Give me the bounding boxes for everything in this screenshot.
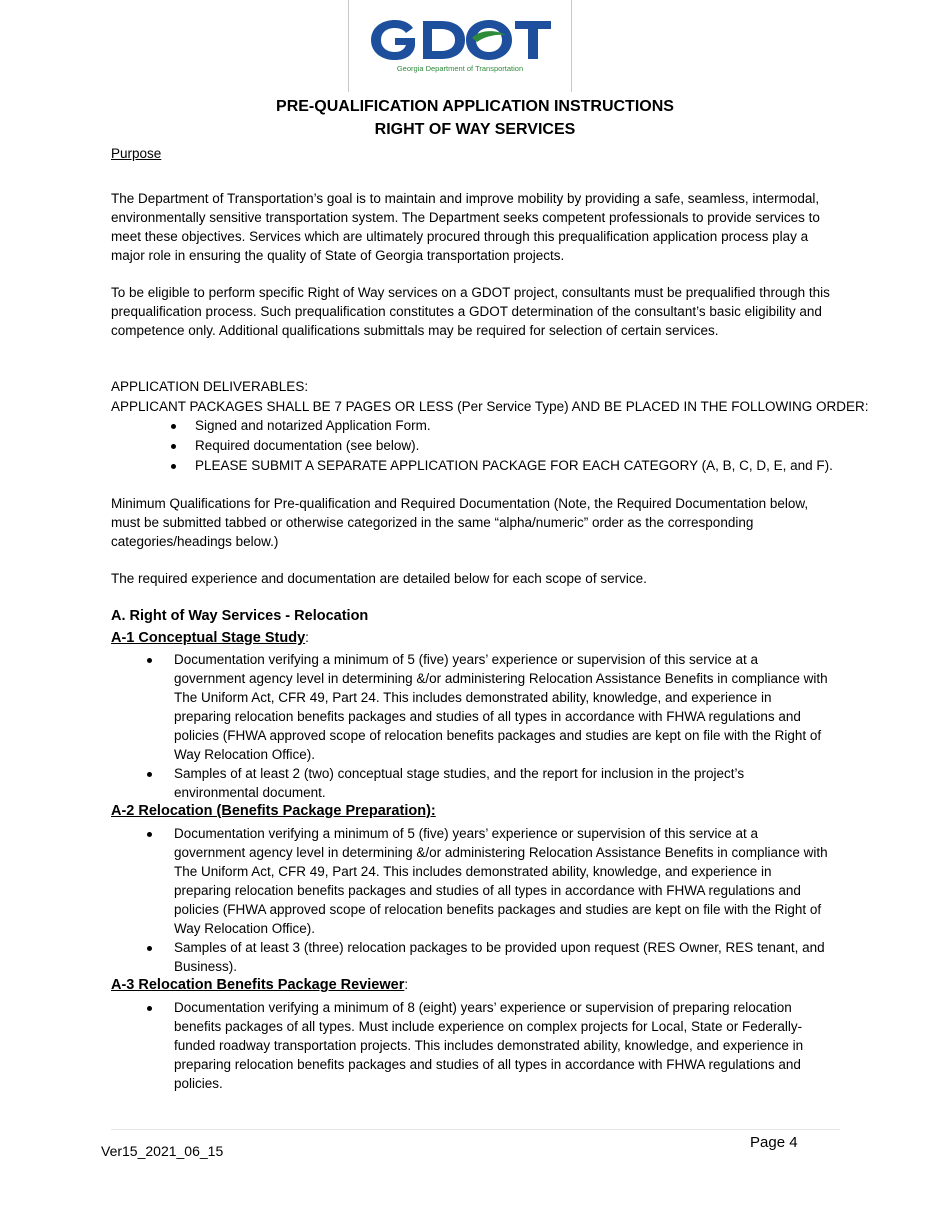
a2-heading: A-2 Relocation (Benefits Package Preparation): <box>111 803 436 819</box>
a3-heading-line <box>111 975 831 995</box>
bullet-icon <box>171 464 176 469</box>
bullet-icon <box>147 658 152 663</box>
bullet-icon <box>147 832 152 837</box>
footer-version: Ver15_2021_06_15 <box>101 1143 224 1159</box>
gdot-logo <box>369 18 553 64</box>
deliverables-intro: APPLICANT PACKAGES SHALL BE 7 PAGES OR LESS (Per Service Type) AND BE PLACED IN THE FOLLOWING ORDER: <box>111 399 869 414</box>
list-item: PLEASE SUBMIT A SEPARATE APPLICATION PACKAGE FOR EACH CATEGORY (A, B, C, D, E, and F). <box>195 458 833 473</box>
purpose-paragraph-2: To be eligible to perform specific Right of Way services on a GDOT project, consultants must be prequalified through this prequalification process. Such prequalification constitutes a GDOT determination of the consultant’s basic eligibility and competence only. Additional qualifications submittals may be required for selection of certain services. <box>111 285 830 338</box>
list-item: Signed and notarized Application Form. <box>195 418 431 433</box>
a1-heading: A-1 Conceptual Stage Study <box>111 630 306 646</box>
bullet-icon <box>171 424 176 429</box>
a3-colon: : <box>404 977 409 992</box>
header-logo-box <box>348 0 572 92</box>
purpose-paragraph-1: The Department of Transportation’s goal is to maintain and improve mobility by providing a safe, seamless, intermodal, environmentally sensitive transportation system. The Department seeks competent professionals to provide services to meet these objectives. Services which are ultimately procured through this prequalification application process play a major role in ensuring the quality of State of Georgia transportation projects. <box>111 191 820 263</box>
a1-item-1: Documentation verifying a minimum of 5 (five) years’ experience or supervision of this service at a government agency level in determining &/or administering Relocation Assistance Benefits in compliance with The Uniform Act, CFR 49, Part 24. This includes demonstrated ability, knowledge, and experience in preparing relocation benefits packages and studies of all types in accordance with FHWA regulations and policies (FHWA approved scope of relocation benefits packages and studies are kept on file with the Right of Way Relocation Office). <box>174 652 828 762</box>
a1-colon: : <box>305 630 309 645</box>
purpose-heading: Purpose <box>111 146 162 161</box>
page-subtitle: RIGHT OF WAY SERVICES <box>374 121 576 138</box>
section-a-heading: A. Right of Way Services - Relocation <box>111 608 369 624</box>
a3-item-1: Documentation verifying a minimum of 8 (eight) years’ experience or supervision of preparing relocation benefits packages of all types. Must include experience on complex projects for Local, State or Federally-funded roadway transportation projects. This includes demonstrated ability, knowledge, and experience in preparing relocation benefits packages and studies of all types in accordance with FHWA regulations and policies. <box>174 1000 804 1091</box>
bullet-icon <box>147 946 152 951</box>
min-quals-paragraph: Minimum Qualifications for Pre-qualification and Required Documentation (Note, the Required Documentation below, must be submitted tabbed or otherwise categorized in the same “alpha/numeric” order as the corresponding categories/headings below.) <box>111 496 809 549</box>
a1-heading-line <box>111 628 831 648</box>
footer-divider <box>111 1129 840 1130</box>
logo-subtitle: Georgia Department of Transportation <box>396 64 524 73</box>
a2-item-2: Samples of at least 3 (three) relocation packages to be provided upon request (RES Owner, RES tenant, and Business). <box>174 940 825 974</box>
page-title: PRE-QUALIFICATION APPLICATION INSTRUCTIONS <box>276 98 674 115</box>
bullet-icon <box>147 1006 152 1011</box>
bullet-icon <box>147 772 152 777</box>
deliverables-heading: APPLICATION DELIVERABLES: <box>111 379 309 394</box>
a2-item-1: Documentation verifying a minimum of 5 (five) years’ experience or supervision of this service at a government agency level in determining &/or administering Relocation Assistance Benefits in compliance with The Uniform Act, CFR 49, Part 24. This includes demonstrated ability, knowledge, and experience in preparing relocation benefits packages and studies of all types in accordance with FHWA regulations and policies (FHWA approved scope of relocation benefits packages and studies are kept on file with the Right of Way Relocation Office). <box>174 826 828 936</box>
bullet-icon <box>171 444 176 449</box>
footer-page-number: Page 4 <box>750 1134 798 1151</box>
list-item: Required documentation (see below). <box>195 438 420 453</box>
required-experience-paragraph: The required experience and documentation are detailed below for each scope of service. <box>111 571 647 586</box>
a3-heading: A-3 Relocation Benefits Package Reviewer <box>111 977 405 993</box>
a1-item-2: Samples of at least 2 (two) conceptual stage studies, and the report for inclusion in the project’s environmental document. <box>174 766 745 800</box>
